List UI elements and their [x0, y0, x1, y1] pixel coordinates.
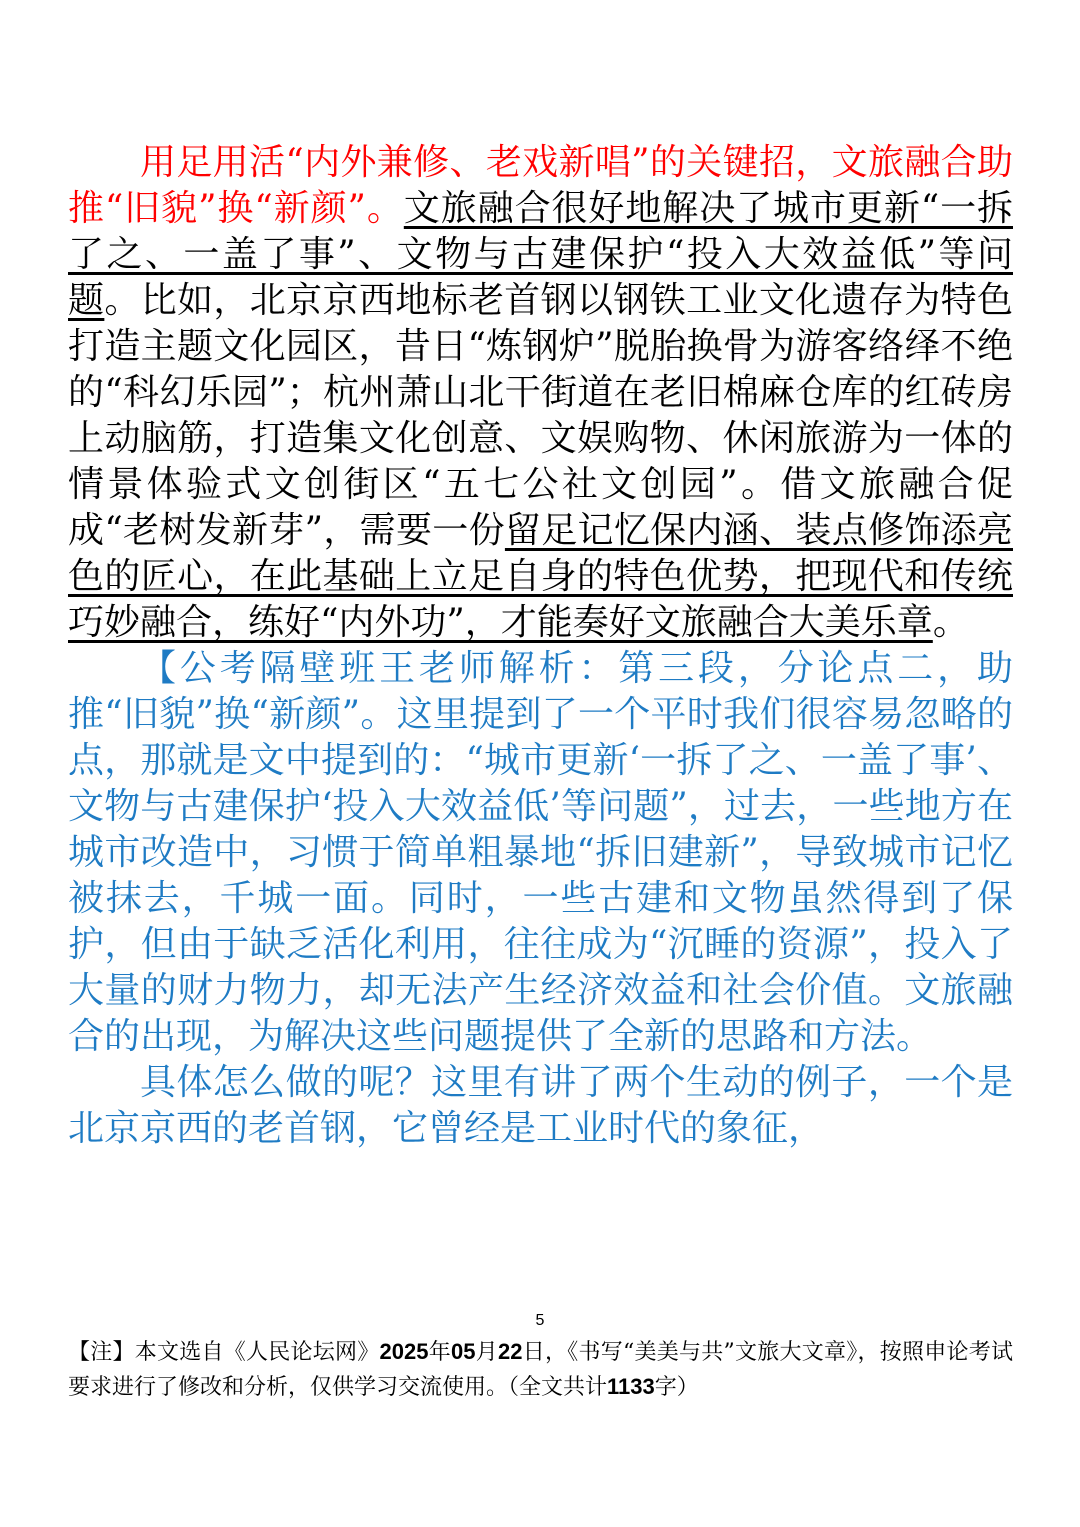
footnote-text: 年 [428, 1340, 451, 1365]
footnote [68, 1335, 1013, 1405]
analysis-paragraph: 【公考隔壁班王老师解析：第三段，分论点二，助推“旧貌”换“新颜”。这里提到了一个平时我们很容易忽略的点，那就是文中提到的：“城市更新‘一拆了之、一盖了事’、文物与古建保护‘投入大效益低’等问题”，过去，一些地方在城市改造中，习惯于简单粗暴地“拆旧建新”，导致城市记忆被抹去，千城一面。同时，一些古建和文物虽然得到了保护，但由于缺乏活化利用，往往成为“沉睡的资源”，投入了大量的财力物力，却无法产生经济效益和社会价值。文旅融合的出现，为解决这些问题提供了全新的思路和方法。 [68, 648, 1013, 1057]
footnote-number: 05 [450, 1339, 476, 1364]
paragraph-text: 。比如，北京京西地标老首钢以钢铁工业文化遗存为特色打造主题文化园区，昔日“炼钢炉”脱胎换骨为游客络绎不绝的“科幻乐园”；杭州萧山北干街道在老旧棉麻仓库的红砖房上动脑筋，打造集文化创意、文娱购物、休闲旅游为一体的情景体验式文创街区“五七公社文创园”。借文旅融合促成“老树发新芽”，需要一份 [68, 280, 1013, 551]
footnote-number: 1133 [607, 1374, 655, 1399]
footnote-text: 日，《书写“美美与共”文旅大文章》，按照申论考试要求进行了修改和分析，仅供学习交流使用。（全文共计 [68, 1340, 1013, 1400]
paragraph-text: 。 [932, 602, 969, 643]
paragraph-main [68, 140, 1013, 646]
footnote-number: 22 [497, 1339, 523, 1364]
footnote-text: 【注】本文选自《人民论坛网》 [68, 1340, 380, 1365]
underlined-sentence: 留足记忆保内涵、装点修饰添亮色的匠心，在此基础上立足自身的特色优势，把现代和传统巧妙融合，练好“内外功”，才能奏好文旅融合大美乐章 [68, 510, 1013, 643]
paragraph-heading: 用足用活“内外兼修、老戏新唱”的关键招，文旅融合助推“旧貌”换“新颜”。 [68, 142, 1013, 229]
footnote-text: 字） [654, 1375, 699, 1400]
footnote-number: 2025 [379, 1339, 429, 1364]
page-number: 5 [535, 1312, 545, 1329]
article-body [68, 140, 1013, 1152]
footnote-text: 月 [475, 1340, 498, 1365]
underlined-sentence: 文旅融合很好地解决了城市更新“一拆了之、一盖了事”、文物与古建保护“投入大效益低”等问题 [68, 188, 1013, 321]
analysis-paragraph: 具体怎么做的呢？这里有讲了两个生动的例子，一个是北京京西的老首钢，它曾经是工业时代的象征， [68, 1062, 1013, 1149]
